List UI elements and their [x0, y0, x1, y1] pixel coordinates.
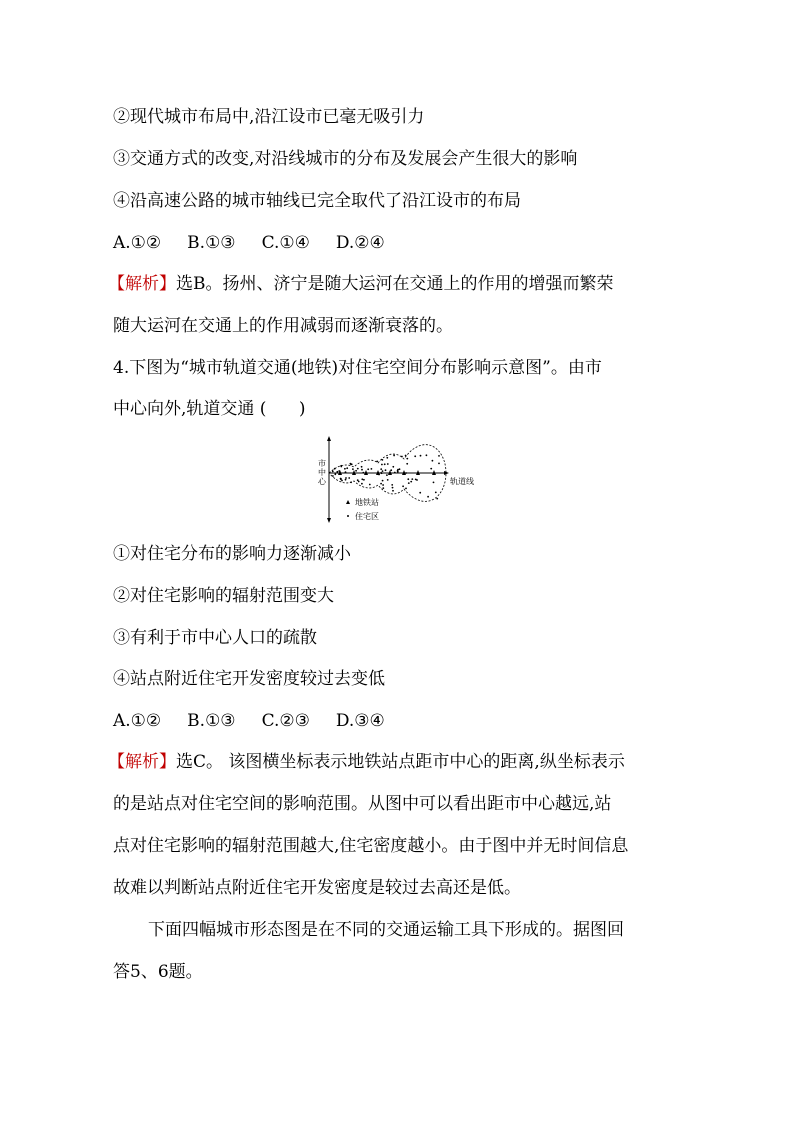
residential-dot [387, 463, 389, 465]
q4-item-4: ④站点附近住宅开发密度较过去变低 [113, 669, 385, 689]
q3-analysis-tag: 【解析】 [108, 274, 176, 294]
residential-dot [346, 467, 348, 469]
residential-dot [387, 479, 389, 481]
residential-dot [357, 479, 359, 481]
legend-residential-label: 住宅区 [355, 512, 379, 521]
q4-analysis-line1 [108, 751, 625, 773]
y-label-char-1: 市 [318, 459, 326, 468]
residential-dot [382, 470, 384, 472]
residential-dot [334, 473, 336, 475]
residential-dot [378, 474, 380, 476]
residential-dot [427, 496, 429, 498]
residential-dot [380, 472, 382, 474]
residential-dot [362, 472, 364, 474]
q4-options [113, 710, 411, 732]
residential-dot [361, 466, 363, 468]
q4-analysis-text1: 选C。 该图横坐标表示地铁站点距市中心的距离,纵坐标表示 [176, 752, 625, 772]
residential-dot [430, 468, 432, 470]
residential-dot [411, 478, 413, 480]
y-label-char-2: 中 [318, 468, 326, 477]
residential-dot [438, 455, 440, 457]
residential-dot [408, 482, 410, 484]
residential-dot [338, 470, 340, 472]
residential-dot [405, 455, 407, 457]
residential-dot [380, 468, 382, 470]
residential-dot [405, 488, 407, 490]
residential-dot [419, 492, 421, 494]
q4-stem-line1: 4.下图为“城市轨道交通(地铁)对住宅空间分布影响示意图”。由市 [113, 358, 602, 378]
q3-analysis-line1 [108, 273, 614, 295]
residential-dot [361, 469, 363, 471]
residential-dot [407, 478, 409, 480]
q4-item-1: ①对住宅分布的影响力逐渐减小 [113, 544, 351, 564]
q4-option-a: A.①② [113, 711, 162, 731]
residential-dot [363, 479, 365, 481]
residential-dot [399, 468, 401, 470]
residential-dot [405, 472, 407, 474]
residential-dot [345, 471, 347, 473]
residential-dot [357, 468, 359, 470]
residential-dot [392, 490, 394, 492]
residential-dot [406, 463, 408, 465]
residential-dot [391, 484, 393, 486]
q4-analysis-tag: 【解析】 [108, 752, 176, 772]
residential-dot [381, 464, 383, 466]
residential-dot [436, 498, 438, 500]
q3-item-2: ②现代城市布局中,沿江设市已毫无吸引力 [113, 107, 425, 127]
residential-dot [361, 483, 363, 485]
q4-analysis-line4: 故难以判断站点附近住宅开发密度是较过去高还是低。 [113, 878, 521, 898]
legend-station-symbol [346, 500, 350, 504]
q3-option-d: D.②④ [335, 233, 385, 253]
q3-option-a: A.①② [113, 233, 162, 253]
residential-dot [348, 477, 350, 479]
rail-line-label: 轨道线 [450, 477, 474, 486]
residential-dot [410, 481, 412, 483]
residential-dot [384, 463, 386, 465]
residential-dot [392, 466, 394, 468]
q3-option-c: C.①④ [261, 233, 310, 253]
residential-dot [386, 474, 388, 476]
residential-dot [371, 468, 373, 470]
residential-dot [367, 468, 369, 470]
q4-item-3: ③有利于市中心人口的疏散 [113, 628, 317, 648]
y-label-char-3: 心 [318, 477, 326, 486]
residential-dot [406, 458, 408, 460]
residential-dot [385, 469, 387, 471]
residential-dot [392, 487, 394, 489]
residential-dot [435, 492, 437, 494]
residential-dot [340, 478, 342, 480]
q3-analysis-line2: 随大运河在交通上的作用减弱而逐渐衰落的。 [113, 316, 453, 336]
q3-item-4: ④沿高速公路的城市轴线已完全取代了沿江设市的布局 [113, 191, 521, 211]
residential-dot [433, 482, 435, 484]
q3-analysis-text1: 选B。扬州、济宁是随大运河在交通上的作用的增强而繁荣 [176, 274, 614, 294]
y-axis-arrow-bottom [327, 518, 331, 523]
residential-dot [361, 478, 363, 480]
residential-dot [376, 461, 378, 463]
residential-dot [355, 470, 357, 472]
q4-option-b: B.①③ [187, 711, 236, 731]
residential-dot [432, 460, 434, 462]
residential-dot [393, 455, 395, 457]
residential-dot [438, 463, 440, 465]
legend-residential-symbol [347, 515, 349, 517]
residential-dot [369, 484, 371, 486]
residential-dot [350, 463, 352, 465]
residential-dot [382, 480, 384, 482]
q4-item-2: ②对住宅影响的辐射范围变大 [113, 586, 334, 606]
q4-analysis-line2: 的是站点对住宅空间的影响范围。从图中可以看出距市中心越远,站 [113, 794, 612, 814]
q4-analysis-line3: 点对住宅影响的辐射范围越大,住宅密度越小。由于图中并无时间信息 [113, 836, 629, 856]
residential-dot [390, 469, 392, 471]
residential-dot [332, 475, 334, 477]
residential-dot [401, 456, 403, 458]
residential-dot [382, 487, 384, 489]
residential-dot [415, 479, 417, 481]
residential-dot [382, 484, 384, 486]
q4-option-d: D.③④ [335, 711, 385, 731]
residential-dot [397, 471, 399, 473]
residential-dot [420, 455, 422, 457]
residential-dot [340, 466, 342, 468]
q3-option-b: B.①③ [187, 233, 236, 253]
residential-dot [402, 485, 404, 487]
q3-options [113, 232, 411, 254]
q4-option-c: C.②③ [261, 711, 310, 731]
rail-transit-figure [300, 435, 500, 523]
residential-dot [386, 457, 388, 459]
residential-dot [426, 454, 428, 456]
residential-dot [394, 472, 396, 474]
residential-dot [334, 468, 336, 470]
residential-dot [336, 471, 338, 473]
q3-item-3: ③交通方式的改变,对沿线城市的分布及发展会产生很大的影响 [113, 149, 578, 169]
residential-dot [414, 455, 416, 457]
q4-stem-line2: 中心向外,轨道交通 ( ) [113, 399, 306, 419]
residential-dots [332, 454, 440, 499]
residential-dot [350, 481, 352, 483]
residential-dot [344, 468, 346, 470]
residential-dot [382, 459, 384, 461]
intro-line2: 答5、6题。 [113, 962, 203, 982]
residential-dot [352, 468, 354, 470]
rail-line-arrow [444, 471, 449, 475]
legend-station-label: 地铁站 [355, 498, 379, 507]
intro-line1: 下面四幅城市形态图是在不同的交通运输工具下形成的。据图回 [148, 920, 624, 940]
residential-dot [345, 479, 347, 481]
residential-dot [332, 471, 334, 473]
residential-dot [341, 480, 343, 482]
residential-dot [345, 477, 347, 479]
y-axis-arrow-top [327, 436, 331, 441]
residential-dot [380, 483, 382, 485]
